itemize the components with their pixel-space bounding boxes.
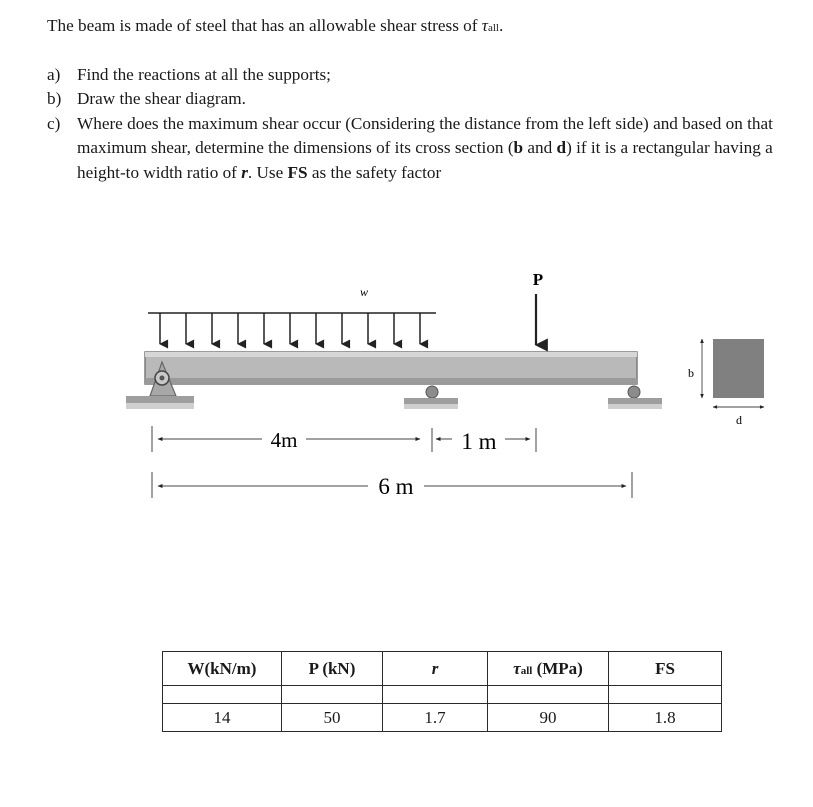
var-fs: FS — [287, 162, 308, 182]
value-tau: 90 — [488, 704, 609, 732]
dim-6m: 6 m — [378, 474, 414, 499]
question-text: Draw the shear diagram. — [77, 89, 246, 108]
beam — [145, 352, 637, 384]
roller-support-middle — [404, 386, 458, 409]
cross-section — [688, 339, 764, 427]
load-label: w — [359, 285, 369, 299]
question-text: Where does the maximum shear occur (Considering the distance from the left side) and based on that maximum shear, determine the dimensions of its cross section ( — [77, 113, 773, 157]
section-d-label: d — [736, 413, 742, 427]
header-fs: FS — [609, 652, 722, 686]
dim-1m: 1 m — [461, 429, 497, 454]
header-p: P (kN) — [282, 652, 383, 686]
table-header-row — [163, 652, 722, 686]
header-r: r — [383, 652, 488, 686]
point-load-label: P — [532, 270, 544, 289]
data-table — [162, 651, 722, 732]
header-w: W(kN/m) — [163, 652, 282, 686]
tau-all-symbol: τall — [481, 16, 499, 35]
question-marker: b) — [47, 89, 62, 108]
var-d: d — [556, 138, 567, 157]
table-spacer-row — [163, 686, 722, 704]
value-p: 50 — [282, 704, 383, 732]
value-w: 14 — [163, 704, 282, 732]
header-tau: τall (MPa) — [488, 652, 609, 686]
value-fs: 1.8 — [609, 704, 722, 732]
var-b: b — [513, 138, 524, 157]
point-load — [533, 270, 543, 345]
question-marker: a) — [47, 64, 61, 84]
section-b-label: b — [688, 366, 694, 380]
intro-text: The beam is made of steel that has an allowable shear stress of — [47, 16, 478, 35]
table-value-row — [163, 704, 722, 732]
question-c: c) Where does the maximum shear occur (Considering the distance from the left side) and based on that maximum shear, determine the dimensions of its cross section (b and d) if it is a rectangular having a height-to width ratio of r. Use FS as the safety factor — [47, 113, 773, 182]
value-r: 1.7 — [383, 704, 488, 732]
dim-4m: 4m — [270, 428, 298, 452]
roller-support-right — [608, 386, 662, 409]
question-text: Find the reactions at all the supports; — [77, 64, 331, 84]
var-r: r — [241, 162, 248, 182]
question-marker: c) — [47, 113, 61, 133]
distributed-load — [148, 285, 436, 344]
intro-period: . — [498, 16, 504, 35]
